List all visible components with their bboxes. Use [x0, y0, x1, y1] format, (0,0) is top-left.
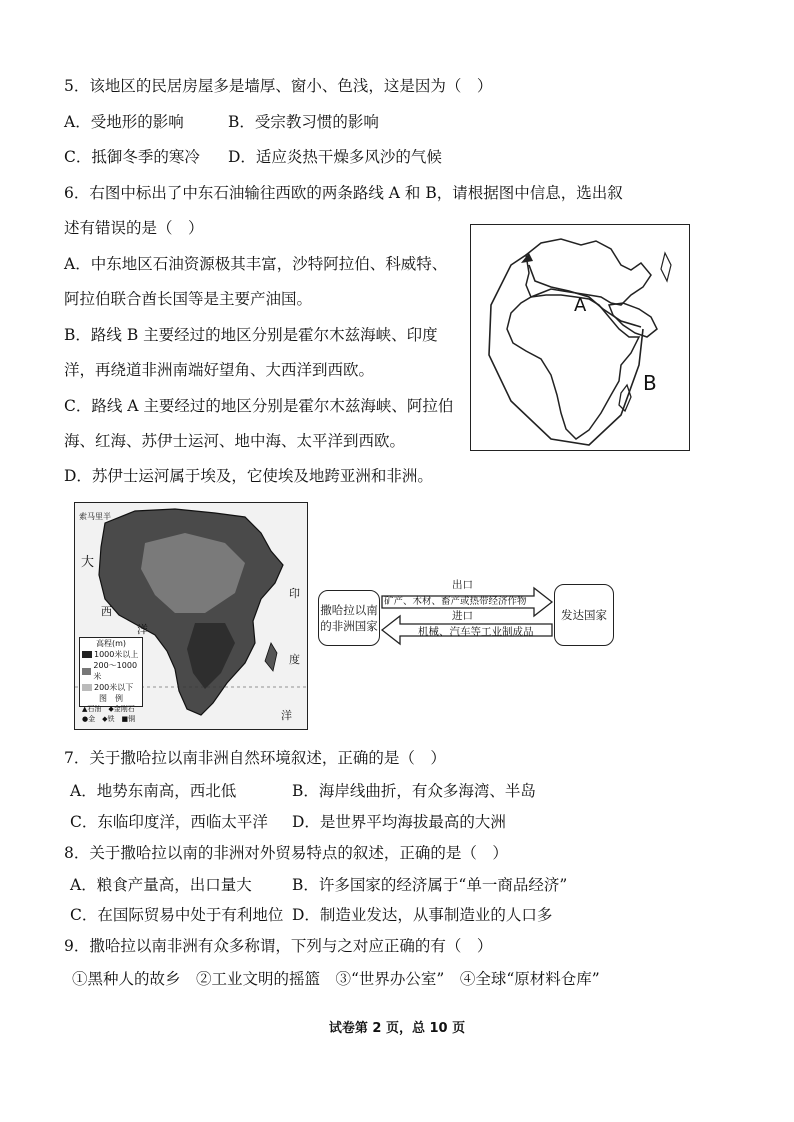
legend-swatch-mid [82, 668, 91, 675]
q9-stem: 9．撒哈拉以南非洲有众多称谓，下列与之对应正确的有（ ） [64, 937, 493, 955]
q7-option-d: D．是世界平均海拔最高的大洲 [292, 813, 506, 831]
q7-option-b: B．海岸线曲折，有众多海湾、半岛 [292, 782, 536, 800]
map-label-atlantic-3: 洋 [137, 623, 148, 636]
import-title: 进口 [452, 610, 473, 622]
q8-option-c: C．在国际贸易中处于有利地位 [70, 906, 284, 924]
q6-option-b-line1: B．路线 B 主要经过的地区分别是霍尔木兹海峡、印度 [64, 326, 438, 344]
trade-box-developed [554, 584, 614, 646]
q8-option-a: A．粮食产量高，出口量大 [70, 876, 252, 894]
route-b-label: B [643, 371, 657, 395]
q7-option-a: A．地势东南高，西北低 [70, 782, 237, 800]
q7-stem: 7．关于撒哈拉以南非洲自然环境叙述，正确的是（ ） [64, 749, 446, 767]
q6-option-c-line2: 海、红海、苏伊士运河、地中海、太平洋到西欧。 [64, 432, 406, 450]
q7-option-c: C．东临印度洋，西临太平洋 [70, 813, 268, 831]
export-items: 矿产、木材、畜产或热带经济作物 [384, 596, 527, 607]
export-title: 出口 [452, 579, 473, 591]
legend-icons-row2: ●金 ◆铁 ■铜 [82, 715, 136, 723]
legend-subtitle: 图 例 [99, 694, 123, 703]
q6-stem-line2: 述有错误的是（ ） [64, 219, 204, 237]
legend-swatch-high [82, 651, 92, 658]
africa-relief-map [74, 502, 308, 730]
trade-box-africa [318, 590, 380, 646]
q5-option-d: D．适应炎热干燥多风沙的气候 [228, 148, 442, 166]
q6-option-d: D．苏伊士运河属于埃及，它使埃及地跨亚洲和非洲。 [64, 467, 433, 485]
map-label-atlantic-2: 西 [101, 605, 112, 618]
oil-route-map [470, 224, 690, 451]
q6-option-a-line1: A．中东地区石油资源极其丰富，沙特阿拉伯、科威特、 [64, 255, 448, 273]
q5-option-a: A．受地形的影响 [64, 113, 184, 131]
map-label-indian-1: 印 [289, 587, 300, 600]
q9-options: ①黑种人的故乡 ②工业文明的摇篮 ③“世界办公室” ④全球“原材料仓库” [72, 970, 600, 988]
map-legend [79, 637, 143, 723]
trade-box-developed-label: 发达国家 [561, 608, 607, 622]
map-label-indian-2: 度 [289, 653, 300, 666]
q6-option-b-line2: 洋，再绕道非洲南端好望角、大西洋到西欧。 [64, 361, 375, 379]
legend-row-high: 1000米以上 [94, 650, 139, 659]
q5-option-b: B．受宗教习惯的影响 [228, 113, 379, 131]
q5-stem: 5．该地区的民居房屋多是墙厚、窗小、色浅，这是因为（ ） [64, 77, 493, 95]
q8-option-d: D．制造业发达，从事制造业的人口多 [292, 906, 553, 924]
q6-option-a-line2: 阿拉伯联合酋长国等是主要产油国。 [64, 290, 313, 308]
map-label-indian-3: 洋 [281, 709, 292, 722]
legend-icons-row1: ▲石油 ◆金刚石 [82, 705, 135, 713]
q6-stem-line1: 6．右图中标出了中东石油输往西欧的两条路线 A 和 B，请根据图中信息，选出叙 [64, 184, 623, 202]
route-a-label: A [574, 295, 587, 316]
legend-swatch-low [82, 684, 92, 691]
legend-row-low: 200米以下 [94, 683, 134, 692]
map-label-region: 索马里半 [79, 512, 111, 521]
q8-stem: 8．关于撒哈拉以南的非洲对外贸易特点的叙述，正确的是（ ） [64, 844, 508, 862]
oil-route-map-drawing [471, 225, 689, 450]
page-footer: 试卷第 2 页，总 10 页 [328, 1021, 466, 1036]
legend-title: 高程(m) [95, 639, 127, 648]
import-items: 机械、汽车等工业制成品 [418, 626, 534, 638]
route-b-line [489, 253, 643, 445]
map-label-atlantic-1: 大 [81, 555, 95, 570]
legend-row-mid: 200～1000米 [93, 661, 138, 681]
trade-box-africa-label: 撒哈拉以南的非洲国家 [320, 603, 378, 633]
q8-option-b: B．许多国家的经济属于“单一商品经济” [292, 876, 568, 894]
q5-option-c: C．抵御冬季的寒冷 [64, 148, 200, 166]
q6-option-c-line1: C．路线 A 主要经过的地区分别是霍尔木兹海峡、阿拉伯 [64, 397, 454, 415]
